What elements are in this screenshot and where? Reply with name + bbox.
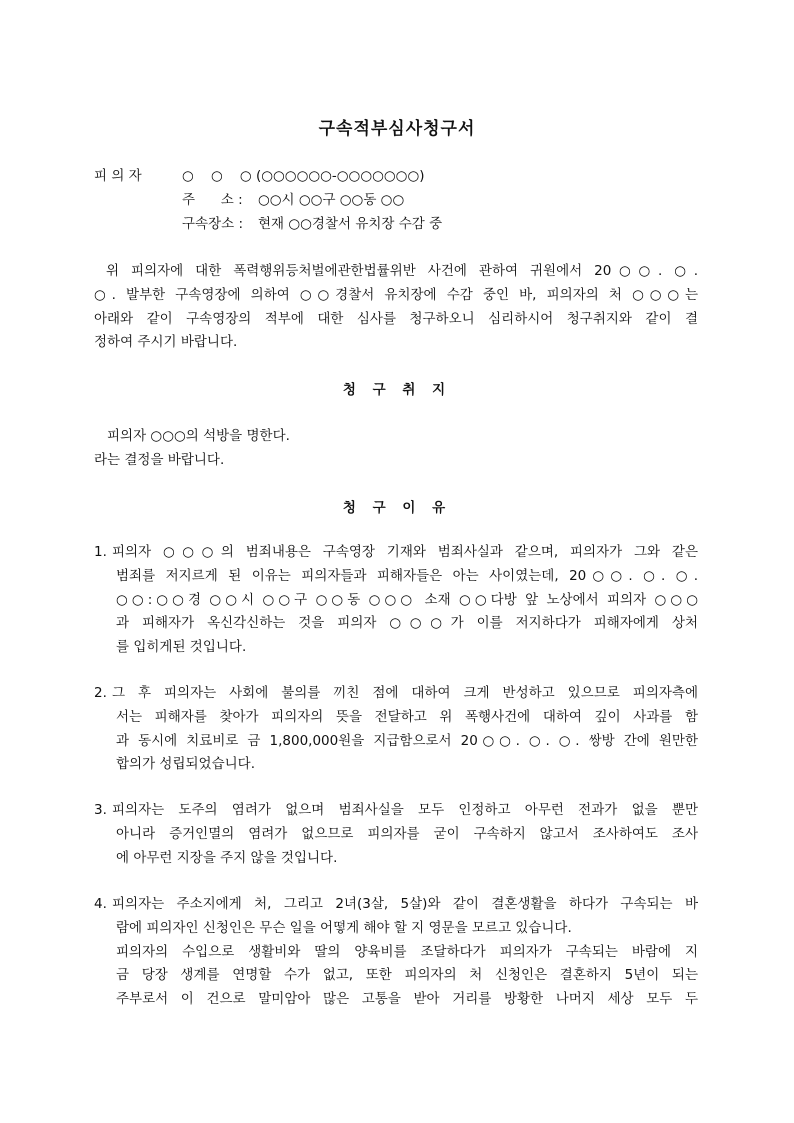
reason-line: 금 당장 생계를 연명할 수가 없고, 또한 피의자의 처 신청인은 결혼하지 5년이 되는 — [116, 967, 698, 984]
reason-line: 그 후 피의자는 사회에 불의를 끼친 점에 대하여 크게 반성하고 있으므로 피의자측에 — [112, 685, 698, 701]
reason-number: 4. — [94, 896, 107, 912]
intro-paragraph — [94, 261, 698, 356]
reason-line: 에 아무런 지장을 주지 않을 것입니다. — [116, 849, 338, 866]
reason-item-4 — [112, 894, 698, 1013]
reason-line: 피의자는 도주의 염려가 없으며 범죄사실을 모두 인정하고 아무런 전과가 없을 뿐만 — [112, 802, 698, 818]
reason-number: 3. — [94, 802, 107, 818]
intro-line: 위 피의자에 대한 폭력행위등처벌에관한법률위반 사건에 관하여 귀원에서 20○○. ○. — [106, 263, 698, 279]
party-name: ○ ○ ○ (○○○○○○-○○○○○○○) — [182, 168, 425, 184]
purpose-line: 라는 결정을 바랍니다. — [94, 452, 225, 468]
intro-line: ○. 발부한 구속영장에 의하여 ○○경찰서 유치장에 수감 중인 바, 피의자의 처 ○○○는 — [94, 286, 698, 303]
party-label: 피 의 자 — [94, 168, 142, 184]
reason-heading: 청 구 이 유 — [342, 500, 452, 516]
reason-line: ○○:○○경 ○○시 ○○구 ○○동 ○○○ 소재 ○○다방 앞 노상에서 피의자 ○○○ — [116, 591, 698, 608]
reason-item-3 — [112, 800, 698, 871]
reason-number: 2. — [94, 685, 107, 701]
reason-line: 피의자의 수입으로 생활비와 딸의 양육비를 조달하다가 피의자가 구속되는 바람에 지 — [116, 943, 698, 960]
reason-item-2 — [112, 683, 698, 778]
reason-line: 서는 피해자를 찾아가 피의자의 뜻을 전달하고 위 폭행사건에 대하여 깊이 사과를 함 — [116, 708, 698, 725]
detention-label: 구속장소 : — [182, 216, 244, 232]
reason-line: 범죄를 저지르게 된 이유는 피의자들과 피해자들은 아는 사이였는데, 20○○. ○. ○. — [116, 567, 698, 584]
reason-line: 과 피해자가 옥신각신하는 것을 피의자 ○○○가 이를 저지하다가 피해자에게 상처 — [116, 615, 698, 632]
reason-line: 아니라 증거인멸의 염려가 없으므로 피의자를 굳이 구속하지 않고서 조사하여도 조사 — [116, 825, 698, 842]
purpose-line: 피의자 ○○○의 석방을 명한다. — [107, 428, 290, 444]
reason-line: 람에 피의자인 신청인은 무슨 일을 어떻게 해야 할 지 영문을 모르고 있습니다. — [116, 919, 572, 936]
address-value: ○○시 ○○구 ○○동 ○○ — [258, 192, 405, 208]
reason-line: 주부로서 이 건으로 말미암아 많은 고통을 받아 거리를 방황한 나머지 세상 모두 두 — [116, 991, 698, 1008]
reason-line: 를 입히게된 것입니다. — [116, 639, 247, 656]
reason-line: 과 동시에 치료비로 금 1,800,000원을 지급함으로서 20○○. ○. ○. 쌍방 간에 원만한 — [116, 732, 698, 749]
intro-line: 아래와 같이 구속영장의 적부에 대한 심사를 청구하오니 심리하시어 청구취지와 같이 결 — [94, 310, 698, 327]
reason-line: 피의자는 주소지에게 처, 그리고 2녀(3살, 5살)와 같이 결혼생활을 하다가 구속되는 바 — [112, 896, 698, 912]
reason-item-1 — [112, 542, 698, 661]
reason-line: 합의가 성립되었습니다. — [116, 756, 255, 773]
reason-line: 피의자 ○○○의 범죄내용은 구속영장 기재와 범죄사실과 같으며, 피의자가 그와 같은 — [112, 544, 698, 560]
intro-line: 정하여 주시기 바랍니다. — [94, 334, 238, 351]
reason-number: 1. — [94, 544, 107, 560]
purpose-heading: 청 구 취 지 — [342, 382, 452, 398]
document-title: 구속적부심사청구서 — [318, 119, 476, 139]
address-label: 주 소 : — [182, 192, 243, 208]
detention-value: 현재 ○○경찰서 유치장 수감 중 — [258, 216, 443, 232]
